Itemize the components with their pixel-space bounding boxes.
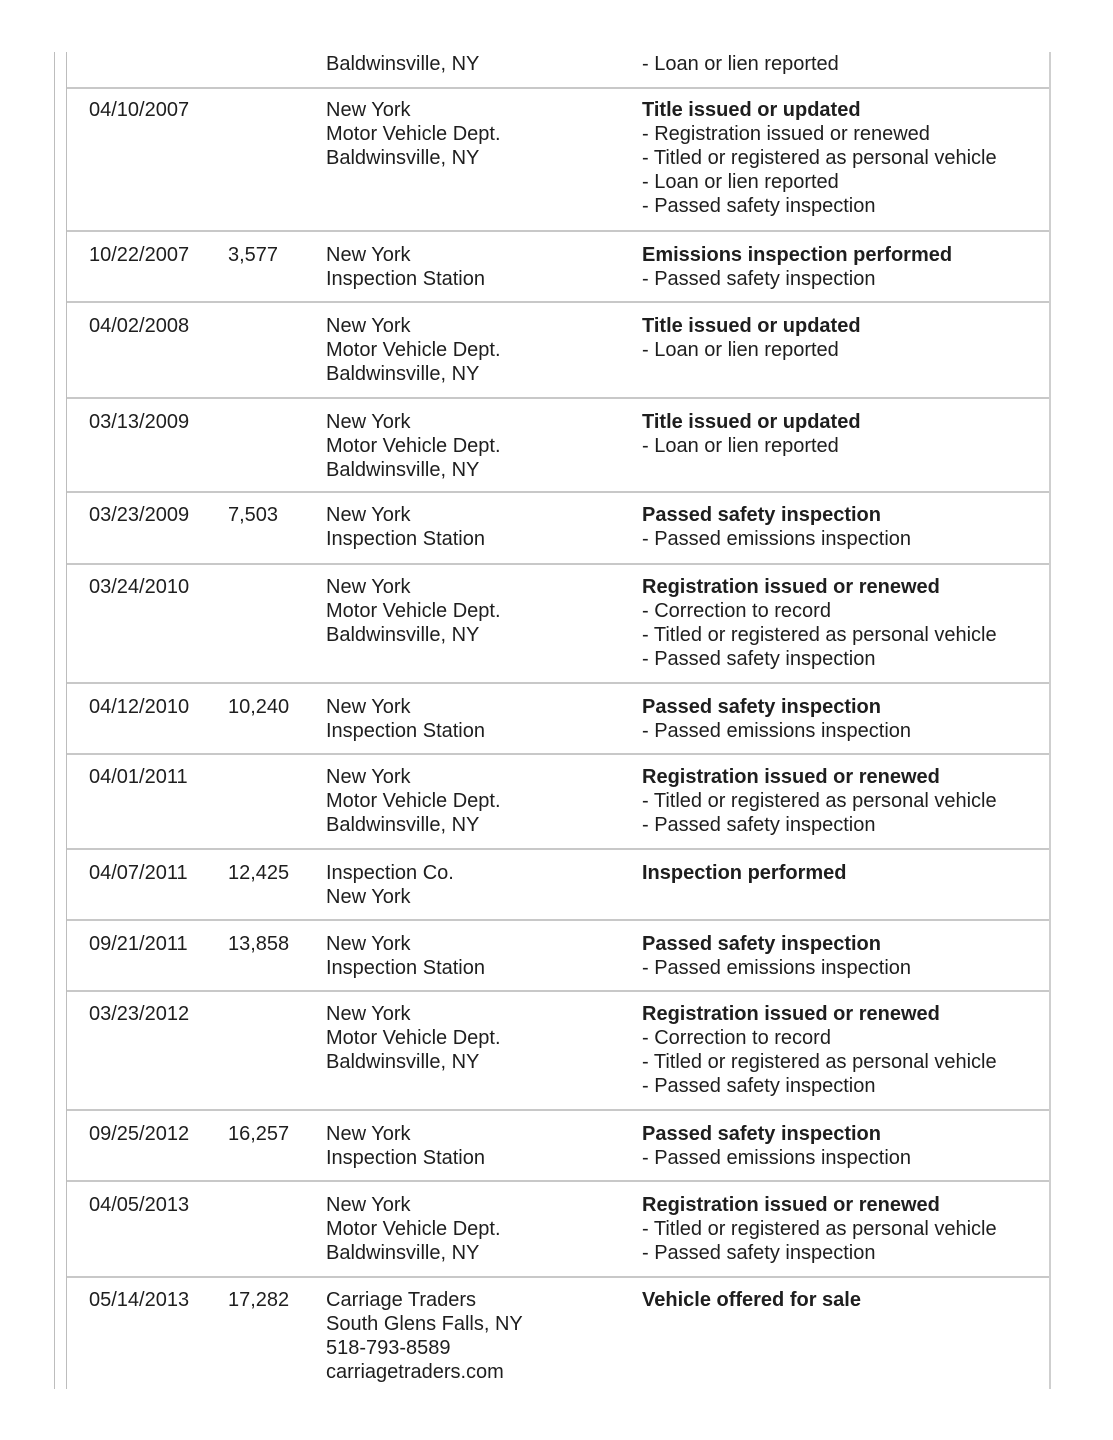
source-line: Carriage Traders <box>326 1289 477 1311</box>
comments-cell <box>642 1002 1047 1098</box>
comments-cell <box>642 1193 1047 1265</box>
history-row <box>67 1182 1049 1278</box>
history-row <box>67 399 1049 493</box>
comments-cell <box>642 695 1047 743</box>
source-line: South Glens Falls, NY <box>326 1313 523 1335</box>
history-row <box>67 921 1049 992</box>
event-heading: Inspection performed <box>642 862 847 884</box>
source-cell <box>326 1288 626 1384</box>
record-date: 05/14/2013 <box>89 1289 190 1311</box>
source-line: Baldwinsville, NY <box>326 147 480 169</box>
odometer-reading: 12,425 <box>228 862 290 884</box>
event-heading: Registration issued or renewed <box>642 766 940 788</box>
record-date: 09/21/2011 <box>89 933 188 955</box>
date-cell <box>89 1288 189 1312</box>
comments-cell <box>642 861 1047 885</box>
event-heading: Registration issued or renewed <box>642 1194 940 1216</box>
source-line: New York <box>326 1194 411 1216</box>
record-date: 09/25/2012 <box>89 1123 190 1145</box>
event-detail: - Passed emissions inspection <box>642 528 912 550</box>
source-cell <box>326 314 626 386</box>
source-line: Inspection Co. <box>326 862 454 884</box>
odometer-reading: 13,858 <box>228 933 290 955</box>
event-detail: - Passed emissions inspection <box>642 720 912 742</box>
odometer-cell <box>228 932 289 956</box>
source-cell <box>326 52 626 76</box>
odometer-reading: 16,257 <box>228 1123 290 1145</box>
event-detail: - Passed safety inspection <box>642 648 876 670</box>
source-line: Motor Vehicle Dept. <box>326 600 501 622</box>
source-line: New York <box>326 1003 411 1025</box>
odometer-reading: 7,503 <box>228 504 279 526</box>
source-line: Baldwinsville, NY <box>326 459 480 481</box>
record-date: 10/22/2007 <box>89 244 190 266</box>
source-line: New York <box>326 1123 411 1145</box>
comments-cell <box>642 575 1047 671</box>
source-cell <box>326 410 626 482</box>
source-line: Baldwinsville, NY <box>326 814 480 836</box>
source-line: Baldwinsville, NY <box>326 1242 480 1264</box>
event-detail: - Titled or registered as personal vehicle <box>642 624 997 646</box>
odometer-cell <box>228 861 289 885</box>
record-date: 03/23/2009 <box>89 504 190 526</box>
record-date: 04/07/2011 <box>89 862 188 884</box>
event-heading: Vehicle offered for sale <box>642 1289 861 1311</box>
odometer-reading: 17,282 <box>228 1289 290 1311</box>
event-heading: Title issued or updated <box>642 411 861 433</box>
date-cell <box>89 861 188 885</box>
record-date: 03/13/2009 <box>89 411 190 433</box>
event-detail: - Passed safety inspection <box>642 195 876 217</box>
odometer-cell <box>228 1122 289 1146</box>
record-date: 04/05/2013 <box>89 1194 190 1216</box>
event-heading: Title issued or updated <box>642 99 861 121</box>
source-line: Inspection Station <box>326 957 485 979</box>
comments-cell <box>642 410 1047 458</box>
source-line: carriagetraders.com <box>326 1361 504 1383</box>
odometer-cell <box>228 1288 289 1312</box>
left-margin-rule <box>54 52 55 1389</box>
event-detail: - Passed safety inspection <box>642 814 876 836</box>
date-cell <box>89 98 189 122</box>
source-line: New York <box>326 886 411 908</box>
source-line: Motor Vehicle Dept. <box>326 123 501 145</box>
event-heading: Passed safety inspection <box>642 933 881 955</box>
history-row <box>67 89 1049 232</box>
source-line: Baldwinsville, NY <box>326 53 480 75</box>
event-detail: - Passed safety inspection <box>642 1075 876 1097</box>
source-cell <box>326 1193 626 1265</box>
source-line: New York <box>326 411 411 433</box>
source-line: Baldwinsville, NY <box>326 624 480 646</box>
event-detail: - Titled or registered as personal vehicle <box>642 1218 997 1240</box>
event-detail: - Passed emissions inspection <box>642 1147 912 1169</box>
source-line: 518-793-8589 <box>326 1337 451 1359</box>
event-detail: - Titled or registered as personal vehicle <box>642 1051 997 1073</box>
history-row <box>67 52 1049 89</box>
source-line: Motor Vehicle Dept. <box>326 1027 501 1049</box>
source-cell <box>326 1002 626 1074</box>
event-heading: Passed safety inspection <box>642 1123 881 1145</box>
event-heading: Title issued or updated <box>642 315 861 337</box>
source-cell <box>326 243 626 291</box>
record-date: 03/24/2010 <box>89 576 190 598</box>
history-row <box>67 992 1049 1111</box>
record-date: 03/23/2012 <box>89 1003 190 1025</box>
event-heading: Registration issued or renewed <box>642 576 940 598</box>
date-cell <box>89 1193 189 1217</box>
source-line: New York <box>326 99 411 121</box>
event-detail: - Correction to record <box>642 1027 831 1049</box>
source-line: New York <box>326 244 411 266</box>
vehicle-history-table <box>66 52 1051 1389</box>
date-cell <box>89 695 189 719</box>
source-cell <box>326 1122 626 1170</box>
source-line: Inspection Station <box>326 268 485 290</box>
source-line: New York <box>326 766 411 788</box>
event-heading: Passed safety inspection <box>642 696 881 718</box>
event-detail: - Loan or lien reported <box>642 171 839 193</box>
record-date: 04/10/2007 <box>89 99 190 121</box>
comments-cell <box>642 765 1047 837</box>
comments-cell <box>642 1288 1047 1312</box>
event-heading: Passed safety inspection <box>642 504 881 526</box>
comments-cell <box>642 932 1047 980</box>
comments-cell <box>642 1122 1047 1170</box>
date-cell <box>89 243 189 267</box>
history-row <box>67 755 1049 850</box>
event-detail: - Passed emissions inspection <box>642 957 912 979</box>
source-line: Inspection Station <box>326 720 485 742</box>
source-cell <box>326 695 626 743</box>
source-cell <box>326 503 626 551</box>
source-cell <box>326 932 626 980</box>
history-row <box>67 493 1049 565</box>
source-line: Motor Vehicle Dept. <box>326 435 501 457</box>
source-line: New York <box>326 933 411 955</box>
comments-cell <box>642 503 1047 551</box>
history-row <box>67 565 1049 684</box>
event-detail: - Registration issued or renewed <box>642 123 930 145</box>
odometer-cell <box>228 695 289 719</box>
odometer-reading: 10,240 <box>228 696 290 718</box>
event-heading: Registration issued or renewed <box>642 1003 940 1025</box>
source-cell <box>326 765 626 837</box>
source-line: New York <box>326 504 411 526</box>
history-row <box>67 1111 1049 1182</box>
comments-cell <box>642 52 1047 76</box>
event-detail: - Titled or registered as personal vehicle <box>642 790 997 812</box>
record-date: 04/02/2008 <box>89 315 190 337</box>
date-cell <box>89 1002 189 1026</box>
event-detail: - Titled or registered as personal vehicle <box>642 147 997 169</box>
source-cell <box>326 98 626 170</box>
record-date: 04/01/2011 <box>89 766 188 788</box>
source-line: Inspection Station <box>326 1147 485 1169</box>
event-detail: - Loan or lien reported <box>642 53 839 75</box>
event-detail: - Loan or lien reported <box>642 339 839 361</box>
source-cell <box>326 575 626 647</box>
date-cell <box>89 503 189 527</box>
event-detail: - Correction to record <box>642 600 831 622</box>
source-line: Inspection Station <box>326 528 485 550</box>
history-row <box>67 303 1049 399</box>
odometer-cell <box>228 503 278 527</box>
event-detail: - Passed safety inspection <box>642 1242 876 1264</box>
history-row <box>67 850 1049 921</box>
source-line: Motor Vehicle Dept. <box>326 1218 501 1240</box>
record-date: 04/12/2010 <box>89 696 190 718</box>
date-cell <box>89 765 188 789</box>
source-line: New York <box>326 315 411 337</box>
date-cell <box>89 575 189 599</box>
date-cell <box>89 314 189 338</box>
history-row <box>67 232 1049 303</box>
source-line: Motor Vehicle Dept. <box>326 339 501 361</box>
source-cell <box>326 861 626 909</box>
event-detail: - Loan or lien reported <box>642 435 839 457</box>
comments-cell <box>642 243 1047 291</box>
source-line: Baldwinsville, NY <box>326 1051 480 1073</box>
date-cell <box>89 410 189 434</box>
source-line: New York <box>326 696 411 718</box>
odometer-reading: 3,577 <box>228 244 279 266</box>
source-line: Motor Vehicle Dept. <box>326 790 501 812</box>
odometer-cell <box>228 243 278 267</box>
event-detail: - Passed safety inspection <box>642 268 876 290</box>
date-cell <box>89 932 188 956</box>
history-row <box>67 684 1049 755</box>
source-line: Baldwinsville, NY <box>326 363 480 385</box>
comments-cell <box>642 98 1047 218</box>
history-row <box>67 1278 1049 1389</box>
date-cell <box>89 1122 189 1146</box>
event-heading: Emissions inspection performed <box>642 244 953 266</box>
source-line: New York <box>326 576 411 598</box>
comments-cell <box>642 314 1047 362</box>
